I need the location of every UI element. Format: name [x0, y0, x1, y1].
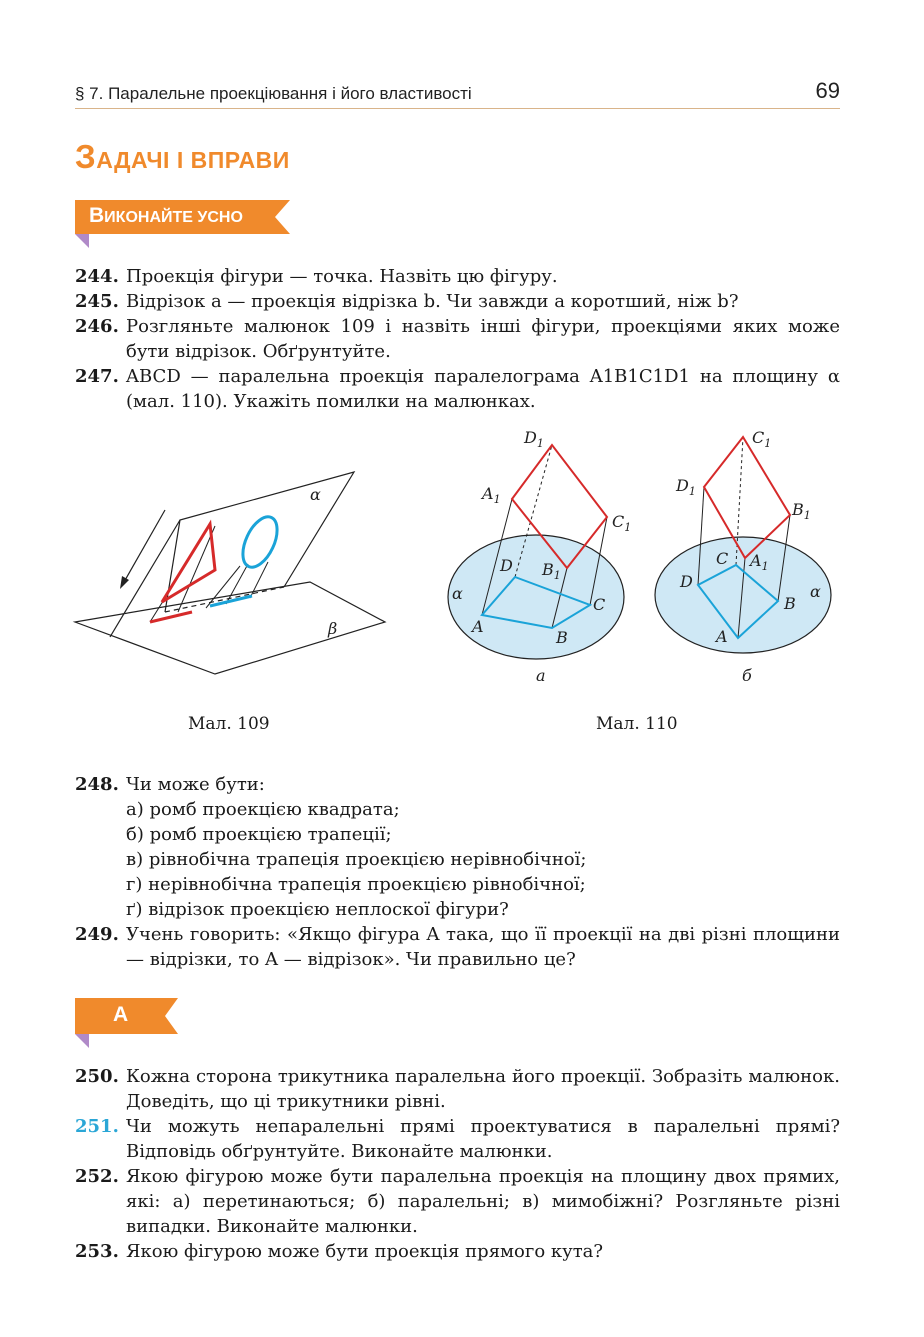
- arrow-head-icon: [120, 576, 129, 589]
- caption-fig-109: Мал. 109: [188, 714, 270, 734]
- label-A: A: [472, 617, 484, 636]
- level-a-label: А: [113, 1003, 129, 1026]
- problem-text: Чи може бути:: [126, 774, 265, 795]
- problem-text: Кожна сторона трикутника паралельна його проекції. Зобразіть малюнок. Доведіть, що ці трикутники рівні.: [126, 1066, 840, 1112]
- problem-number: 252.: [75, 1166, 119, 1187]
- label-beta: β: [328, 619, 338, 638]
- problem-number: 245.: [75, 291, 119, 312]
- page-number: 69: [815, 78, 840, 103]
- problem-number: 247.: [75, 366, 119, 387]
- label-A1: $A_1$: [750, 551, 769, 573]
- subitem-b: б) ромб проекцією трапеції;: [126, 824, 392, 845]
- problem-number: 246.: [75, 316, 119, 337]
- level-a-problems: [75, 1064, 840, 1264]
- problem-249: [75, 922, 840, 972]
- problem-text: Відрізок a — проекція відрізка b. Чи завжди a коротший, ніж b?: [126, 291, 739, 312]
- label-C: C: [593, 595, 606, 614]
- red-projection: [150, 612, 192, 622]
- oral-tab-rest: ИКОНАЙТЕ УСНО: [104, 209, 243, 226]
- plane-alpha-edge: [110, 520, 180, 637]
- problem-247: [75, 364, 840, 414]
- problem-250: [75, 1064, 840, 1114]
- oral-tab-initial: В: [89, 204, 105, 227]
- problem-253: [75, 1239, 840, 1264]
- label-C1: $C_1$: [612, 512, 632, 534]
- label-B1: $B_1$: [792, 500, 811, 522]
- problem-252: [75, 1164, 840, 1239]
- problem-number: 250.: [75, 1066, 119, 1087]
- problem-number: 251.: [75, 1116, 119, 1137]
- subitem-v: в) рівнобічна трапеція проекцією нерівнобічної;: [126, 849, 587, 870]
- section-title: [75, 138, 290, 176]
- problem-number: 249.: [75, 924, 119, 945]
- problems-248-249: [75, 772, 840, 972]
- problem-number: 244.: [75, 266, 119, 287]
- label-B: B: [556, 628, 568, 647]
- problem-text: Учень говорить: «Якщо фігура A така, що її проекції на дві різні площини — відрізки, то A — відрізок». Чи правильно це?: [126, 924, 840, 970]
- problem-text: Проекція фігури — точка. Назвіть цю фігуру.: [126, 266, 558, 287]
- label-A: A: [716, 627, 728, 646]
- label-C: C: [716, 549, 729, 568]
- problem-246: [75, 314, 840, 364]
- problem-text: Розгляньте малюнок 109 і назвіть інші фігури, проекціями яких може бути відрізок. Обґрунтуйте.: [126, 316, 840, 362]
- label-alpha: α: [810, 582, 821, 601]
- oral-problems: [75, 264, 840, 414]
- problem-number: 248.: [75, 774, 119, 795]
- caption-fig-110: Мал. 110: [596, 714, 678, 734]
- problem-251: [75, 1114, 840, 1164]
- level-a-tab: [75, 998, 185, 1050]
- running-header: § 7. Паралельне проекціювання і його властивості: [75, 84, 472, 103]
- header-divider: [75, 108, 840, 109]
- blue-ellipse: [236, 512, 284, 573]
- problem-number: 253.: [75, 1241, 119, 1262]
- label-D1: $D_1$: [524, 428, 544, 450]
- label-alpha: α: [452, 584, 463, 603]
- label-alpha: α: [310, 485, 321, 504]
- section-title-initial: З: [75, 138, 97, 175]
- label-D: D: [680, 572, 693, 591]
- problem-text: Чи можуть непаралельні прямі проектуватися в паралельні прямі? Відповідь обґрунтуйте. Виконайте малюнки.: [126, 1116, 840, 1162]
- problem-245: [75, 289, 840, 314]
- figure-110a: [440, 425, 635, 690]
- problem-text: ABCD — паралельна проекція паралелограма A1B1C1D1 на площину α (мал. 110). Укажіть помилки на малюнках.: [126, 366, 840, 412]
- subfigure-label-b: б: [742, 666, 752, 685]
- subfigure-label-a: а: [536, 666, 546, 685]
- label-B1: $B_1$: [542, 560, 561, 582]
- tab-shape: [75, 998, 185, 1050]
- problem-text: Якою фігурою може бути паралельна проекція на площину двох прямих, які: а) перетинаються; б) паралельні; в) мимобіжні? Розгляньте різні випадки. Виконайте малюнки.: [126, 1166, 840, 1237]
- figure-110b: [650, 425, 845, 690]
- section-title-rest: АДАЧІ І ВПРАВИ: [96, 147, 290, 173]
- subitem-h: г) нерівнобічна трапеція проекцією рівнобічної;: [126, 874, 586, 895]
- label-A1: $A_1$: [482, 484, 501, 506]
- problem-text: Якою фігурою може бути проекція прямого кута?: [126, 1241, 604, 1262]
- label-D1: $D_1$: [676, 476, 696, 498]
- label-C1: $C_1$: [752, 428, 772, 450]
- label-D: D: [500, 556, 513, 575]
- oral-exercises-tab: [75, 200, 295, 252]
- problem-244: [75, 264, 840, 289]
- figure-109: [70, 462, 400, 692]
- label-B: B: [784, 594, 796, 613]
- direction-arrow: [124, 510, 165, 582]
- subitem-a: а) ромб проекцією квадрата;: [126, 799, 400, 820]
- subitem-g: ґ) відрізок проекцією неплоскої фігури?: [126, 899, 509, 920]
- problem-248: [75, 772, 840, 797]
